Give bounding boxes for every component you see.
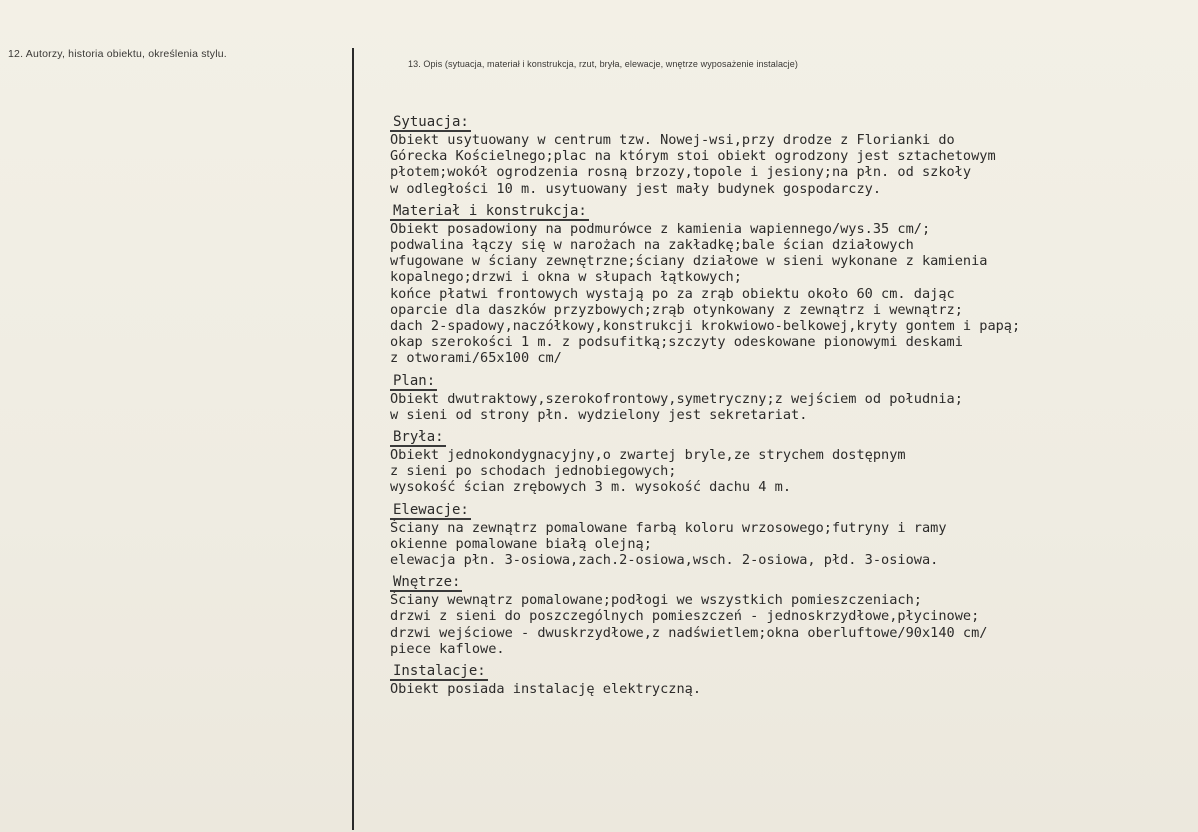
section-plan	[390, 370, 1190, 423]
text-line: piece kaflowe.	[390, 640, 505, 657]
text-line: Ściany na zewnątrz pomalowane farbą koloru wrzosowego;futryny i ramy	[390, 519, 947, 536]
section-12-heading: 12. Autorzy, historia obiektu, określenia stylu.	[8, 48, 227, 60]
text-line: Obiekt posiada instalację elektryczną.	[390, 681, 701, 698]
section-title: Sytuacja:	[390, 114, 471, 132]
text-line: oparcie dla daszków przyzbowych;zrąb otynkowany z zewnątrz i wewnątrz;	[390, 301, 963, 318]
section-instalacje	[390, 660, 1190, 697]
text-line: drzwi z sieni do poszczególnych pomieszczeń - jednoskrzydłowe,płycinowe;	[390, 608, 980, 625]
text-line: dach 2-spadowy,naczółkowy,konstrukcji krokwiowo-belkowej,kryty gontem i papą;	[390, 318, 1021, 335]
text-line: z sieni po schodach jednobiegowych;	[390, 463, 677, 480]
section-wnetrze	[390, 571, 1190, 657]
section-title: Materiał i konstrukcja:	[390, 203, 589, 221]
column-divider	[352, 48, 354, 830]
text-line: Ściany wewnątrz pomalowane;podłogi we wszystkich pomieszczeniach;	[390, 592, 922, 609]
text-line: końce płatwi frontowych wystają po za zrąb obiektu około 60 cm. dając	[390, 285, 955, 302]
section-title: Plan:	[390, 373, 437, 391]
text-line: Obiekt usytuowany w centrum tzw. Nowej-wsi,przy drodze z Florianki do	[390, 132, 955, 148]
text-line: w sieni od strony płn. wydzielony jest sekretariat.	[390, 406, 808, 423]
section-bryla	[390, 426, 1190, 496]
text-line: Górecka Kościelnego;plac na którym stoi obiekt ogrodzony jest sztachetowym	[390, 148, 996, 165]
section-title: Bryła:	[390, 429, 446, 447]
text-line: płotem;wokół ogrodzenia rosną brzozy,topole i jesiony;na płn. od szkoły	[390, 164, 972, 181]
text-line: podwalina łączy się w narożach na zakładkę;bale ścian działowych	[390, 237, 914, 254]
description-body	[390, 111, 1190, 700]
text-line: okienne pomalowane białą olejną;	[390, 535, 652, 552]
text-line: w odległości 10 m. usytuowany jest mały budynek gospodarczy.	[390, 180, 882, 197]
text-line: Obiekt jednokondygnacyjny,o zwartej bryle,ze strychem dostępnym	[390, 447, 906, 464]
text-line: z otworami/65x100 cm/	[390, 350, 562, 367]
section-material-konstrukcja	[390, 200, 1190, 367]
section-13-heading: 13. Opis (sytuacja, materiał i konstrukcja, rzut, bryła, elewacje, wnętrze wyposażenie instalacje)	[408, 59, 798, 69]
text-line: kopalnego;drzwi i okna w słupach łątkowych;	[390, 269, 742, 286]
section-title: Wnętrze:	[390, 574, 462, 592]
text-line: Obiekt dwutraktowy,szerokofrontowy,symetryczny;z wejściem od południa;	[390, 390, 963, 407]
text-line: okap szerokości 1 m. z podsufitką;szczyty odeskowane pionowymi deskami	[390, 334, 963, 351]
section-sytuacja	[390, 111, 1190, 197]
text-line: wysokość ścian zrębowych 3 m. wysokość dachu 4 m.	[390, 479, 792, 496]
section-title: Elewacje:	[390, 502, 471, 520]
section-title: Instalacje:	[390, 663, 488, 681]
text-line: drzwi wejściowe - dwuskrzydłowe,z nadświetlem;okna oberluftowe/90x140 cm/	[390, 624, 988, 641]
section-elewacje	[390, 499, 1190, 569]
text-line: wfugowane w ściany zewnętrzne;ściany działowe w sieni wykonane z kamienia	[390, 253, 988, 270]
text-line: Obiekt posadowiony na podmurówce z kamienia wapiennego/wys.35 cm/;	[390, 220, 931, 237]
text-line: elewacja płn. 3-osiowa,zach.2-osiowa,wsch. 2-osiowa, płd. 3-osiowa.	[390, 552, 939, 569]
